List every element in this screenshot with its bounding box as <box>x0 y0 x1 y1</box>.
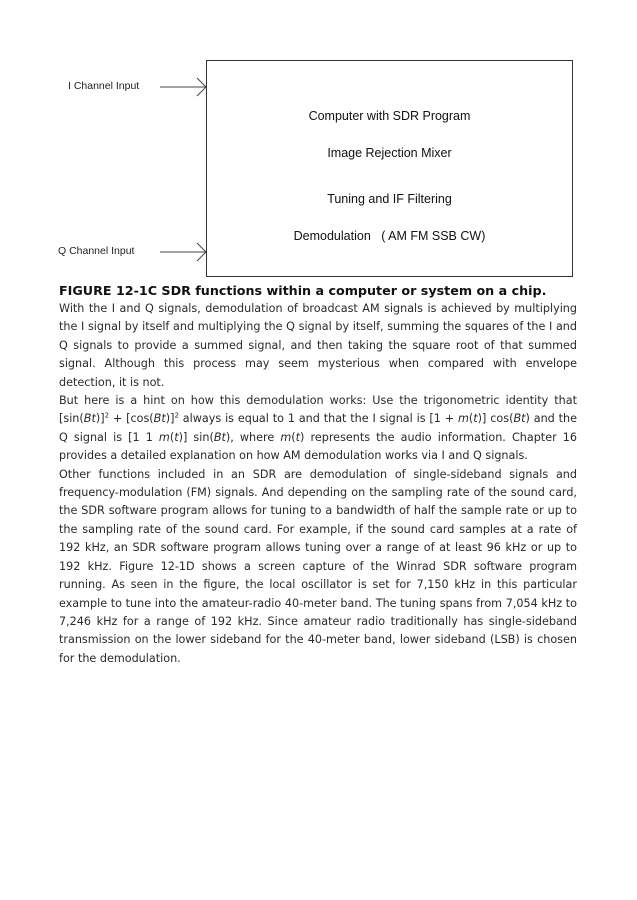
figure-caption: FIGURE 12-1C SDR functions within a computer or system on a chip. <box>59 283 547 298</box>
paragraph-2: But here is a hint on how this demodulation works: Use the trigonometric identity that $[\sin(Bt)]^2 + [\cos(Bt)]^2$ always is equal to 1 and that the I signal is [1 + m(t)] cos(Bt) and the Q signal is [1 1 m(t)] sin(Bt), where m(t) represents the audio information. Chapter 16 provides a detailed explanation on how AM demodulation works via I and Q signals. <box>59 394 578 463</box>
q-channel-input-label: Q Channel Input <box>58 245 135 257</box>
body-text <box>59 300 577 668</box>
computer-sdr-box <box>206 60 573 277</box>
sdr-block-diagram <box>0 0 637 285</box>
box-line-image-rejection: Image Rejection Mixer <box>327 146 452 160</box>
paragraph-1: With the I and Q signals, demodulation of broadcast AM signals is achieved by multiplying the I signal by itself and multiplying the Q signal by itself, summing the squares of the I and Q signals to provide a summed signal, and then taking the square root of that summed signal. Although this process may seem mysterious when compared with envelope detection, it is not. <box>59 302 577 389</box>
box-line-tuning: Tuning and IF Filtering <box>327 192 452 206</box>
box-line-demodulation: Demodulation ( AM FM SSB CW) <box>293 229 486 243</box>
box-line-computer: Computer with SDR Program <box>308 109 471 123</box>
i-channel-input-label: I Channel Input <box>68 80 140 92</box>
paragraph-3: Other functions included in an SDR are demodulation of single-sideband signals and frequency-modulation (FM) signals. And depending on the sampling rate of the sound card, the SDR software program allows for tuning to a bandwidth of half the sample rate or up to the sampling rate of the sound card. For example, if the sound card samples at a rate of 192 kHz, an SDR software program allows tuning over a range of at least 96 kHz or up to 192 kHz. Figure 12-1D shows a screen capture of the Winrad SDR software program running. As seen in the figure, the local oscillator is set for 7,150 kHz in this particular example to tune into the amateur-radio 40-meter band. The tuning spans from 7,054 kHz to 7,246 kHz for a range of 192 kHz. Since amateur radio traditionally has single-sideband transmission on the lower sideband for the 40-meter band, lower sideband (LSB) is chosen for the demodulation. <box>59 467 577 665</box>
